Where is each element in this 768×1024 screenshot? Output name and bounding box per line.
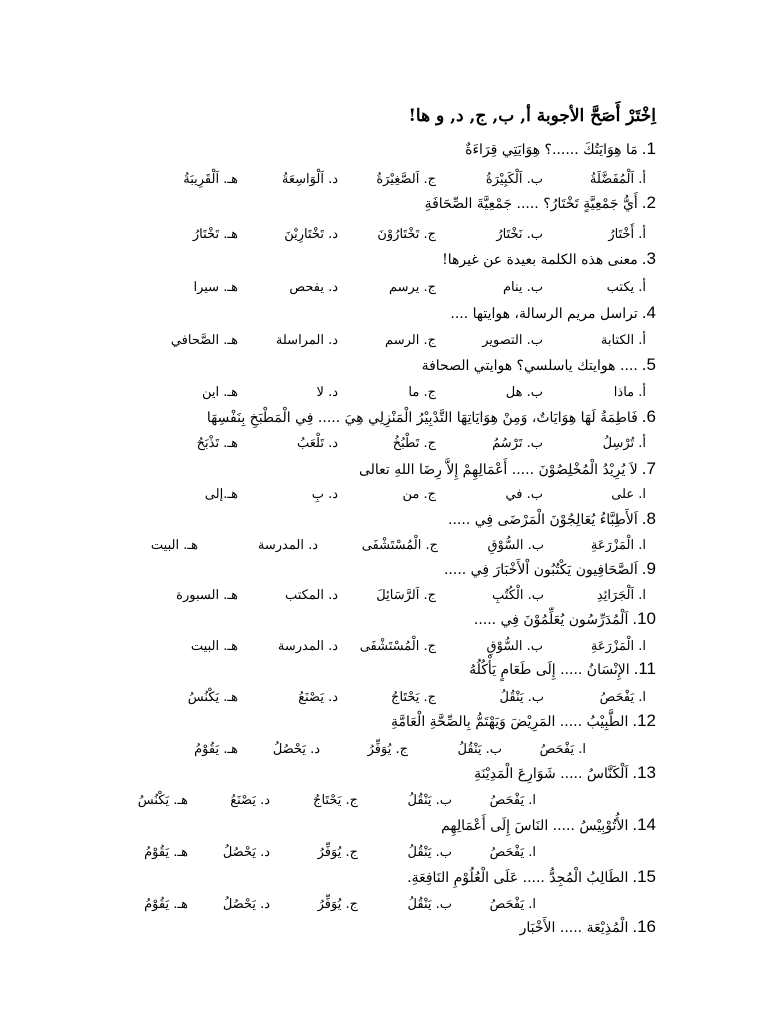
answer-option: ا. الْمَزْرَعَةِ xyxy=(590,538,646,553)
answer-option: ب. نَخْتَارُ xyxy=(496,227,543,242)
answer-option: هـ. اَلْقَرِيبَةُ xyxy=(183,172,238,187)
worksheet-title: اِخْتَرْ أَصَحَّ الأجوبة أ, ب, ج, د, و ها! xyxy=(408,106,656,126)
answer-option: أ. تُرْسِلُ xyxy=(602,436,646,451)
answer-option: د. تَلْعَبُ xyxy=(296,436,338,451)
answer-option: هـ. سيرا xyxy=(193,280,238,295)
answer-option: أ. أَخْتَارُ xyxy=(608,227,646,242)
question-text: أَيُّ جَمْعِيَّةٍ تَخْتَارُ؟ ..... جَمْعِيَّةَ الصِّحَافَةِ xyxy=(424,196,638,212)
answer-option: هـ. السبورة xyxy=(176,588,238,603)
question-text: الطَّبِيْبُ ..... المَرِيْضَ وَيَهْتَمُّ بِالصِّحَّةِ الْعَامَّةِ xyxy=(391,714,629,730)
question-number: 8. xyxy=(641,509,656,528)
answer-option: ج. من xyxy=(402,487,436,502)
answer-option: أ. ماذا xyxy=(613,385,646,400)
question-number: 3. xyxy=(641,249,656,268)
question-number: 7. xyxy=(641,459,656,478)
answer-option: ب. في xyxy=(505,487,543,502)
answer-option: ج. يُوَفِّرُ xyxy=(317,845,358,860)
question-number: 5. xyxy=(641,355,656,374)
question-number: 6. xyxy=(641,407,656,426)
answer-option: ج. يَحْتَاجُ xyxy=(391,690,436,705)
answer-option: هـ. يَكْنُسُ xyxy=(137,793,188,808)
answer-option: ا. يَفْحَصُ xyxy=(489,845,536,860)
answer-option: ب. هل xyxy=(505,385,543,400)
question-text: .... هوايتك ياسلسي؟ هوايتي الصحافة xyxy=(421,358,638,374)
answer-option: ج. يُوَفِّرُ xyxy=(317,897,358,912)
question-text: لاَ يُرِيْدُ الْمُخْلِصُوْنَ ..... أَعْمَالِهِمْ إِلاَّ رِضَا اللهِ تعالى xyxy=(358,462,638,478)
answer-option: ج. الرسم xyxy=(385,333,436,348)
answer-option: ج. يرسم xyxy=(389,280,436,295)
question-text: اَلْمُدَرِّسُون يُعَلِّمُوْنَ فِي ..... xyxy=(473,612,629,628)
answer-option: ا. يَفْحَصُ xyxy=(539,742,586,757)
question-9 xyxy=(56,558,656,580)
answer-option: ا. يَفْحَصُ xyxy=(489,897,536,912)
answer-option: د. يَحْصُلُ xyxy=(222,897,270,912)
question-text: معنى هذه الكلمة بعيدة عن غيرها! xyxy=(442,252,638,268)
question-text: تراسل مريم الرسالة، هوايتها .... xyxy=(450,306,638,322)
answer-option: د. يفحص xyxy=(289,280,338,295)
answer-option: هـ. يَقُوْمُ xyxy=(144,897,188,912)
question-number: 16. xyxy=(632,917,656,936)
answer-option: هـ. اين xyxy=(201,385,238,400)
question-text: مَا هِوَايَتُكَ ......؟ هِوَايَتِي قِرَاءَةٌ xyxy=(465,142,638,158)
question-number: 9. xyxy=(641,559,656,578)
question-number: 4. xyxy=(641,303,656,322)
question-text: اَلصَّحَافِيون يَكْتُبُون اْلأَخْبَارَ فِي ..... xyxy=(443,562,638,578)
question-number: 12. xyxy=(632,711,656,730)
answer-option: ج. اَلرَّسَائِلَ xyxy=(376,588,436,603)
answer-option: ب. تَرْسُمُ xyxy=(492,436,543,451)
question-number: 15. xyxy=(632,867,656,886)
answer-option: هـ. الصَّحافي xyxy=(170,333,238,348)
answer-option: د. يَصْنَعُ xyxy=(230,793,270,808)
answer-option: ب. التصوير xyxy=(482,333,543,348)
answer-option: ج. الْمُسْتَشْفَى xyxy=(359,639,436,654)
answer-option: ا. الْمَزْرَعَةِ xyxy=(590,639,646,654)
answer-option: د. يَحْصُلُ xyxy=(272,742,320,757)
question-2 xyxy=(56,192,656,214)
question-13 xyxy=(56,762,656,784)
answer-option: أ. اَلْمُفَضَّلَةُ xyxy=(589,172,646,187)
question-number: 1. xyxy=(641,139,656,158)
question-7 xyxy=(56,458,656,480)
answer-option: ج. تَطْبُخُ xyxy=(392,436,436,451)
answer-option: أ. الكتابة xyxy=(600,333,646,348)
answer-option: ج. يُوَفِّرُ xyxy=(367,742,408,757)
answer-option: ب. السُّوْقِ xyxy=(486,639,543,654)
answer-option: د. المدرسة xyxy=(277,639,338,654)
answer-option: ب. يَنْقُلُ xyxy=(499,690,544,705)
question-5 xyxy=(56,354,656,376)
answer-option: د. المراسلة xyxy=(275,333,338,348)
question-number: 14. xyxy=(632,815,656,834)
answer-option: هـ. تَخْتَارُ xyxy=(192,227,238,242)
answer-option: أ. يكتب xyxy=(606,280,646,295)
question-text: الإِنْسَانُ ..... إِلَى طَعَامٍ يَأْكُلُهُ xyxy=(469,662,630,678)
answer-option: د. المكتب xyxy=(284,588,338,603)
question-4 xyxy=(56,302,656,324)
question-15 xyxy=(56,866,656,888)
question-14 xyxy=(56,814,656,836)
answer-option: ا. يَفْحَصُ xyxy=(599,690,646,705)
question-number: 10. xyxy=(632,609,656,628)
answer-option: د. اَلْوَاسِعَةُ xyxy=(281,172,338,187)
question-12 xyxy=(56,710,656,732)
answer-option: ب. يَنْقُلُ xyxy=(457,742,502,757)
answer-option: ج. ما xyxy=(408,385,436,400)
question-1 xyxy=(56,138,656,160)
question-text: الطَالِبُ الْمُجِدُّ ..... عَلَى الْعُلُوْمِ النَافِعَةِ. xyxy=(407,870,629,886)
answer-option: ب. يَنْقُلُ xyxy=(407,897,452,912)
answer-option: ج. الْمُسْتَشْفَى xyxy=(361,538,438,553)
question-8 xyxy=(56,508,656,530)
answer-option: ج. تَخْتَارُوْنَ xyxy=(377,227,436,242)
answer-option: هـ.إلى xyxy=(204,487,238,502)
question-6 xyxy=(56,406,656,428)
answer-option: هـ. البيت xyxy=(150,538,198,553)
answer-option: ب. ينام xyxy=(502,280,543,295)
question-text: اَلْكَنَّاسُ ..... شَوَارِعَ الْمَدِيْنَةِ xyxy=(474,766,629,782)
answer-option: د. تَخْتَارِيْنَ xyxy=(284,227,338,242)
answer-option: ا. اَلْجَرَائِدِ xyxy=(596,588,646,603)
answer-option: ج. اَلصَّغِيْرَةُ xyxy=(376,172,436,187)
question-10 xyxy=(56,608,656,630)
answer-option: ا. يَفْحَصُ xyxy=(489,793,536,808)
answer-option: ب. الْكُتُبِ xyxy=(492,588,544,603)
answer-option: د. يَصْنَعُ xyxy=(298,690,338,705)
answer-option: ج. يَحْتَاجُ xyxy=(313,793,358,808)
answer-option: هـ. تَذْبَحُ xyxy=(196,436,238,451)
question-text: الْمُذِيْعَة ..... الأَخْبَار xyxy=(519,920,629,936)
answer-option: د. المدرسة xyxy=(257,538,318,553)
question-16 xyxy=(56,916,656,938)
question-text: اَلأَطِبَّاءُ يُعَالِجُوْنَ الْمَرْضَى فِي ..... xyxy=(448,512,638,528)
answer-option: ب. يَنْقُلُ xyxy=(407,845,452,860)
answer-option: ب. السُّوْقِ xyxy=(487,538,544,553)
answer-option: د. لا xyxy=(316,385,338,400)
answer-option: هـ. يَكْنُسُ xyxy=(187,690,238,705)
answer-option: هـ. يَقُوْمُ xyxy=(144,845,188,860)
answer-option: هـ. البيت xyxy=(190,639,238,654)
answer-option: ب. اَلْكَبِيْرَةُ xyxy=(485,172,543,187)
question-text: فَاطِمَةُ لَهَا هِوَايَاتٌ، وَمِنْ هِوَايَاتِهَا التَّدْبِيْرُ الْمَنْزِلِي هِيَ ..... فِي الْمَطْبَخِ بِنَفْسِهَا xyxy=(206,410,638,426)
question-number: 11. xyxy=(633,659,656,678)
answer-option: ا. على xyxy=(611,487,646,502)
question-11 xyxy=(56,658,656,680)
question-number: 13. xyxy=(632,763,656,782)
answer-option: هـ. يَقُوْمُ xyxy=(194,742,238,757)
question-text: الأُتُوْبِيْسُ ..... النَاسَ إِلَى أَعْمَالِهِم xyxy=(441,818,629,834)
answer-option: ب. يَنْقُلُ xyxy=(407,793,452,808)
answer-option: د. يَحْصُلُ xyxy=(222,845,270,860)
question-number: 2. xyxy=(641,193,656,212)
question-3 xyxy=(56,248,656,270)
answer-option: د. بِ xyxy=(311,487,338,502)
